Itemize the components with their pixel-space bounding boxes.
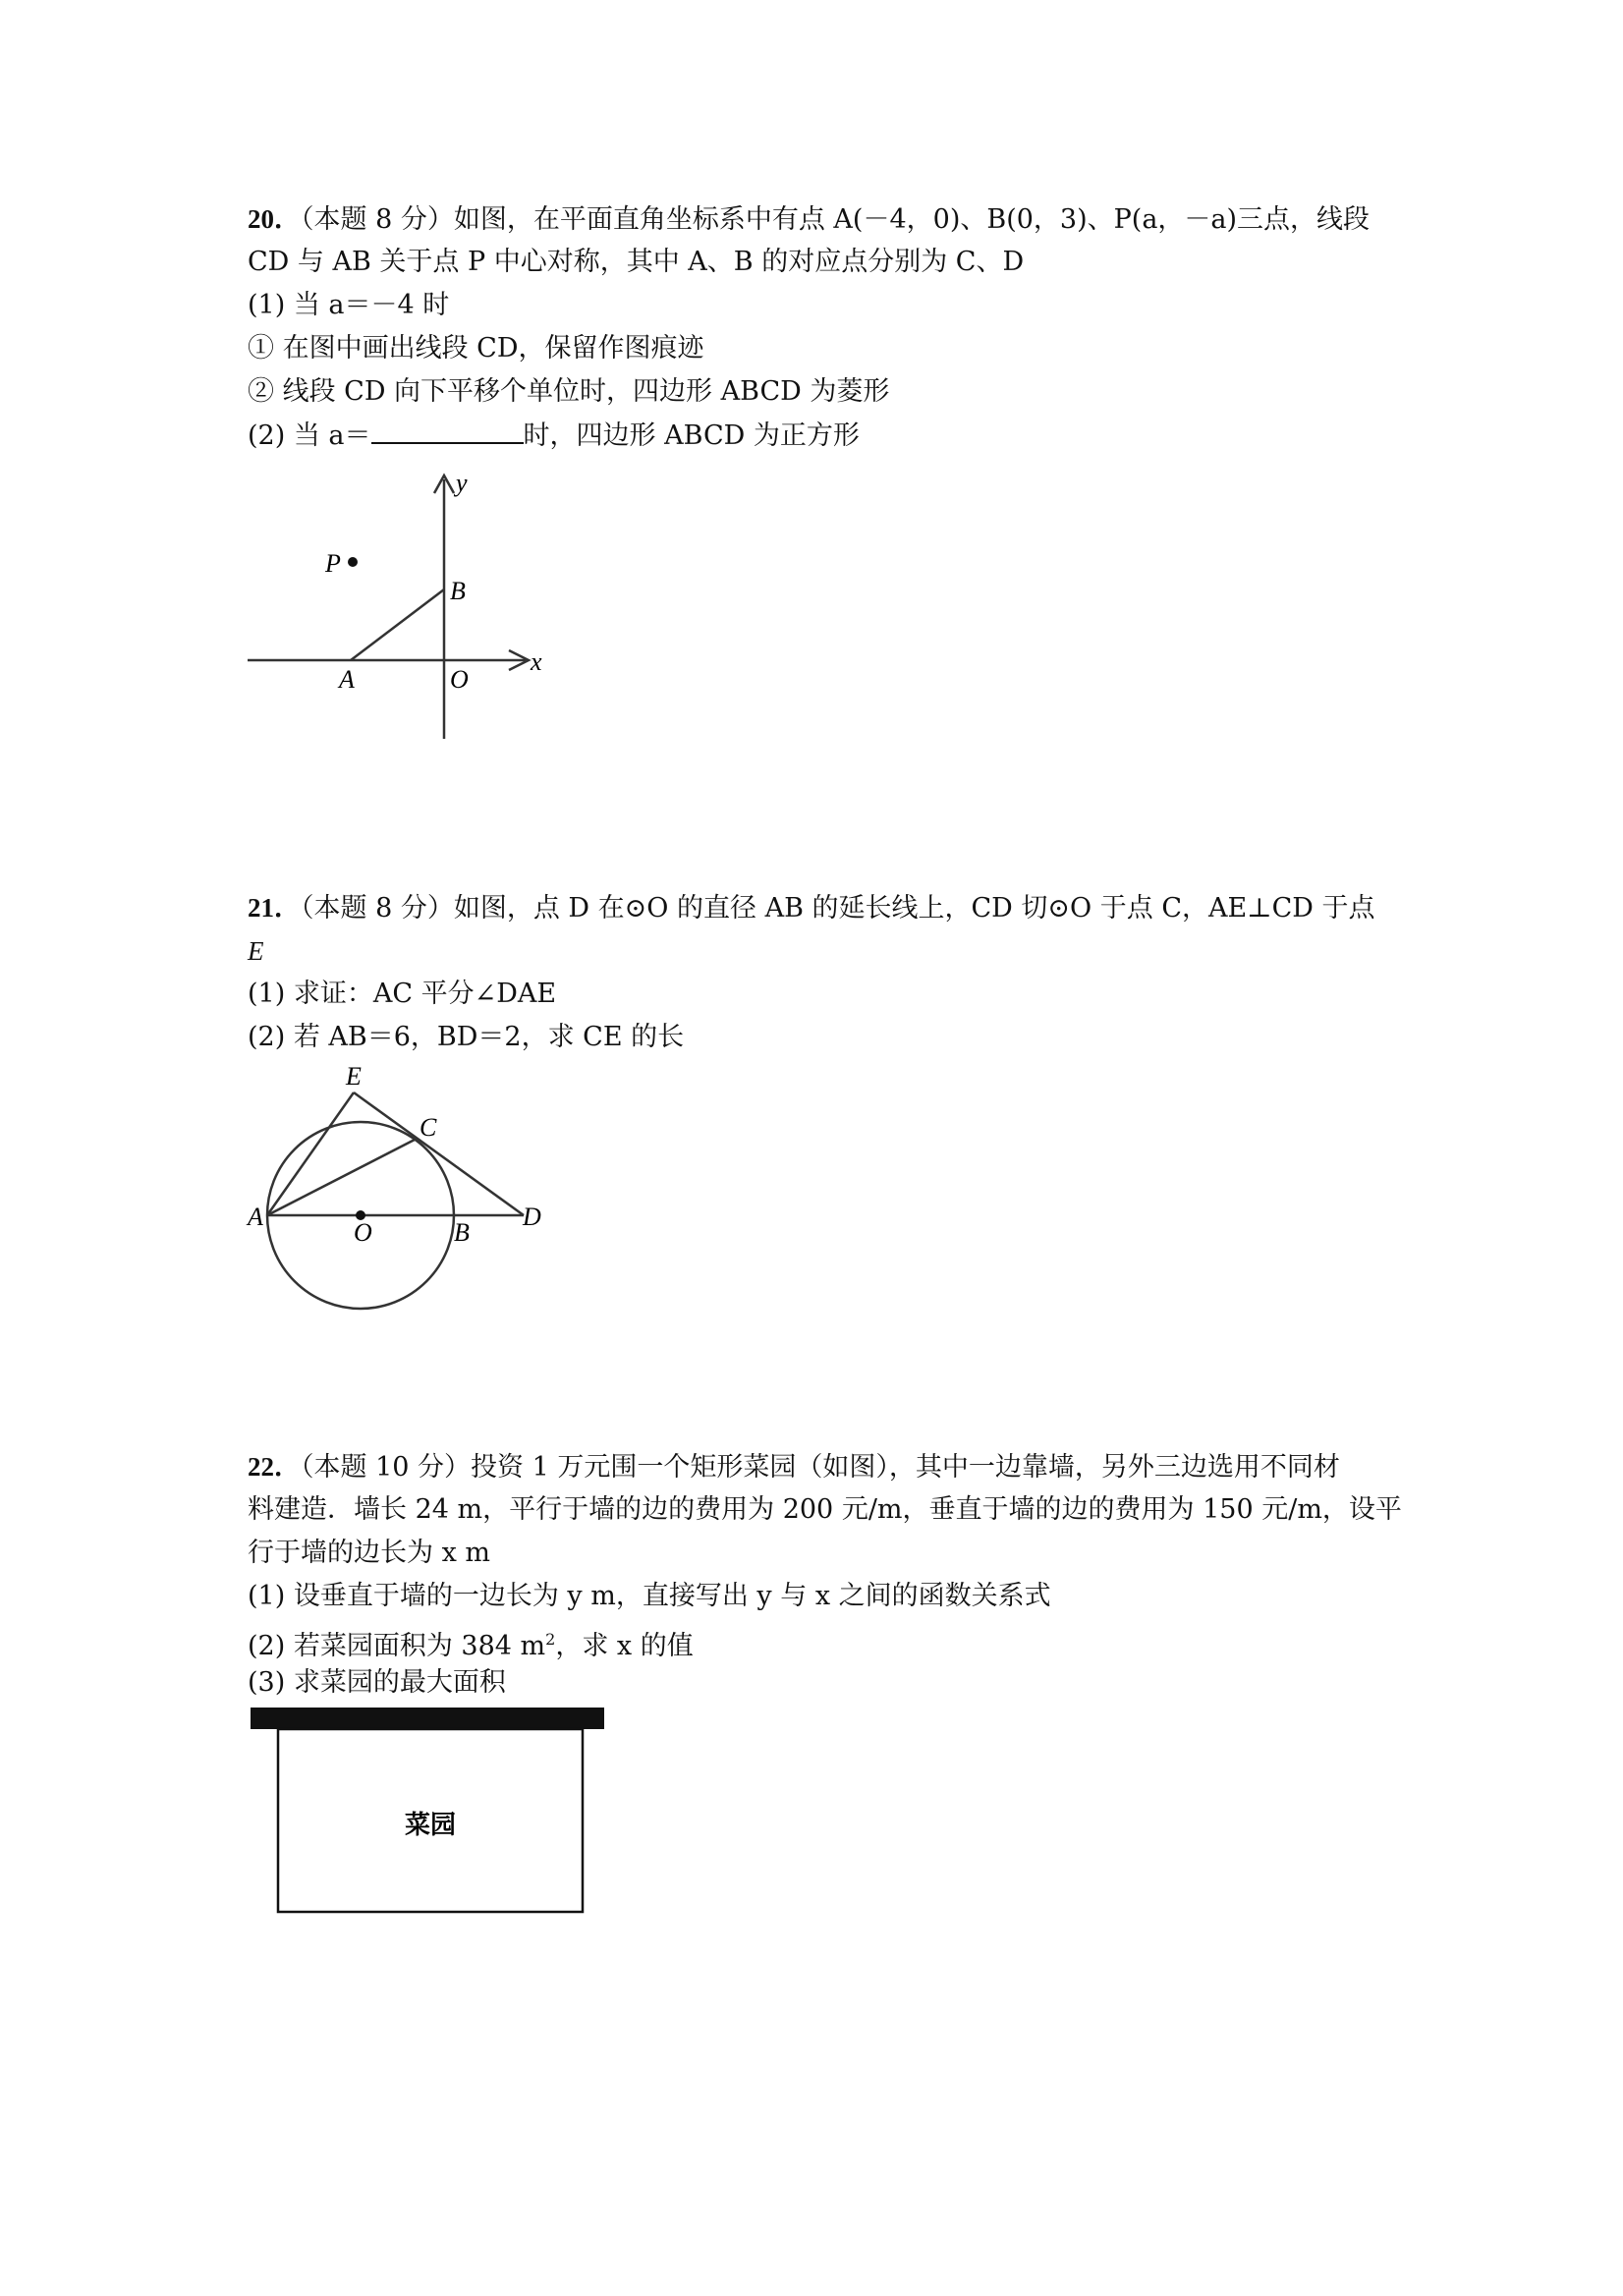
q21-part1: (1) 求证：AC 平分∠DAE [248,979,557,1009]
q22-part1: (1) 设垂直于墙的一边长为 y m，直接写出 y 与 x 之间的函数关系式 [248,1581,1051,1611]
q22-number: 22 [248,1452,274,1482]
q22-stem1: 投资 1 万元围一个矩形菜园（如图），其中一边靠墙，另外三边选用不同材 [471,1452,1340,1483]
q22-part2-post: ，求 x 的值 [555,1631,694,1661]
label-A: A [339,665,355,694]
q20-stem-line1: 20．（本题 8 分）如图，在平面直角坐标系中有点 A(－4，0)、B(0，3)、P(a，－a)三点，线段 [248,204,1371,235]
q22-stem-line3: 行于墙的边长为 x m [248,1538,490,1568]
label-A: A [248,1203,263,1231]
label-E: E [346,1062,362,1091]
q20-part2-post: 时，四边形 ABCD 为正方形 [523,420,860,451]
q20-sub2: ② 线段 CD 向下平移个单位时，四边形 ABCD 为菱形 [248,376,890,407]
q20-points: （本题 8 分） [301,204,454,235]
label-O: O [354,1218,372,1247]
q22-part2-pre: (2) 若菜园面积为 384 m [248,1631,546,1661]
label-D: D [523,1203,541,1231]
q20-sub1: ① 在图中画出线段 CD，保留作图痕迹 [248,333,704,364]
q20-number: 20 [248,204,274,234]
q20-part1: (1) 当 a＝－4 时 [248,290,450,320]
q21-points: （本题 8 分） [301,893,454,924]
q22-part3: (3) 求菜园的最大面积 [248,1667,506,1698]
label-B: B [450,577,466,605]
q22-points: （本题 10 分） [301,1452,472,1483]
q20-stem-line2: CD 与 AB 关于点 P 中心对称，其中 A、B 的对应点分别为 C、D [248,247,1025,277]
label-P: P [325,549,341,578]
label-O: O [450,665,469,694]
q21-stem-line1: 21．（本题 8 分）如图，点 D 在⊙O 的直径 AB 的延长线上，CD 切⊙O 于点 C，AE⊥CD 于点 [248,893,1375,924]
q20-part2-pre: (2) 当 a＝ [248,420,371,451]
label-y: y [456,469,468,497]
q21-stem1: 如图，点 D 在⊙O 的直径 AB 的延长线上，CD 切⊙O 于点 C，AE⊥CD 于点 [453,893,1375,924]
q22-stem-line2: 料建造．墙长 24 m，平行于墙的边的费用为 200 元/m，垂直于墙的边的费用为 150 元/m，设平 [248,1494,1402,1525]
q20-stem1: 如图，在平面直角坐标系中有点 A(－4，0)、B(0，3)、P(a，－a)三点，线段 [453,204,1371,235]
q21-stem-line2: E [248,936,264,966]
label-B: B [454,1218,470,1247]
wall [251,1708,604,1729]
garden-label: 菜园 [404,1811,457,1840]
q21-part2: (2) 若 AB＝6，BD＝2，求 CE 的长 [248,1022,685,1052]
label-x: x [531,647,542,676]
q21-number: 21 [248,893,274,923]
label-C: C [420,1113,437,1142]
q22-part2-sup: 2 [545,1630,556,1649]
q22-stem-line1: 22．（本题 10 分）投资 1 万元围一个矩形菜园（如图），其中一边靠墙，另外三边选用不同材 [248,1452,1340,1483]
